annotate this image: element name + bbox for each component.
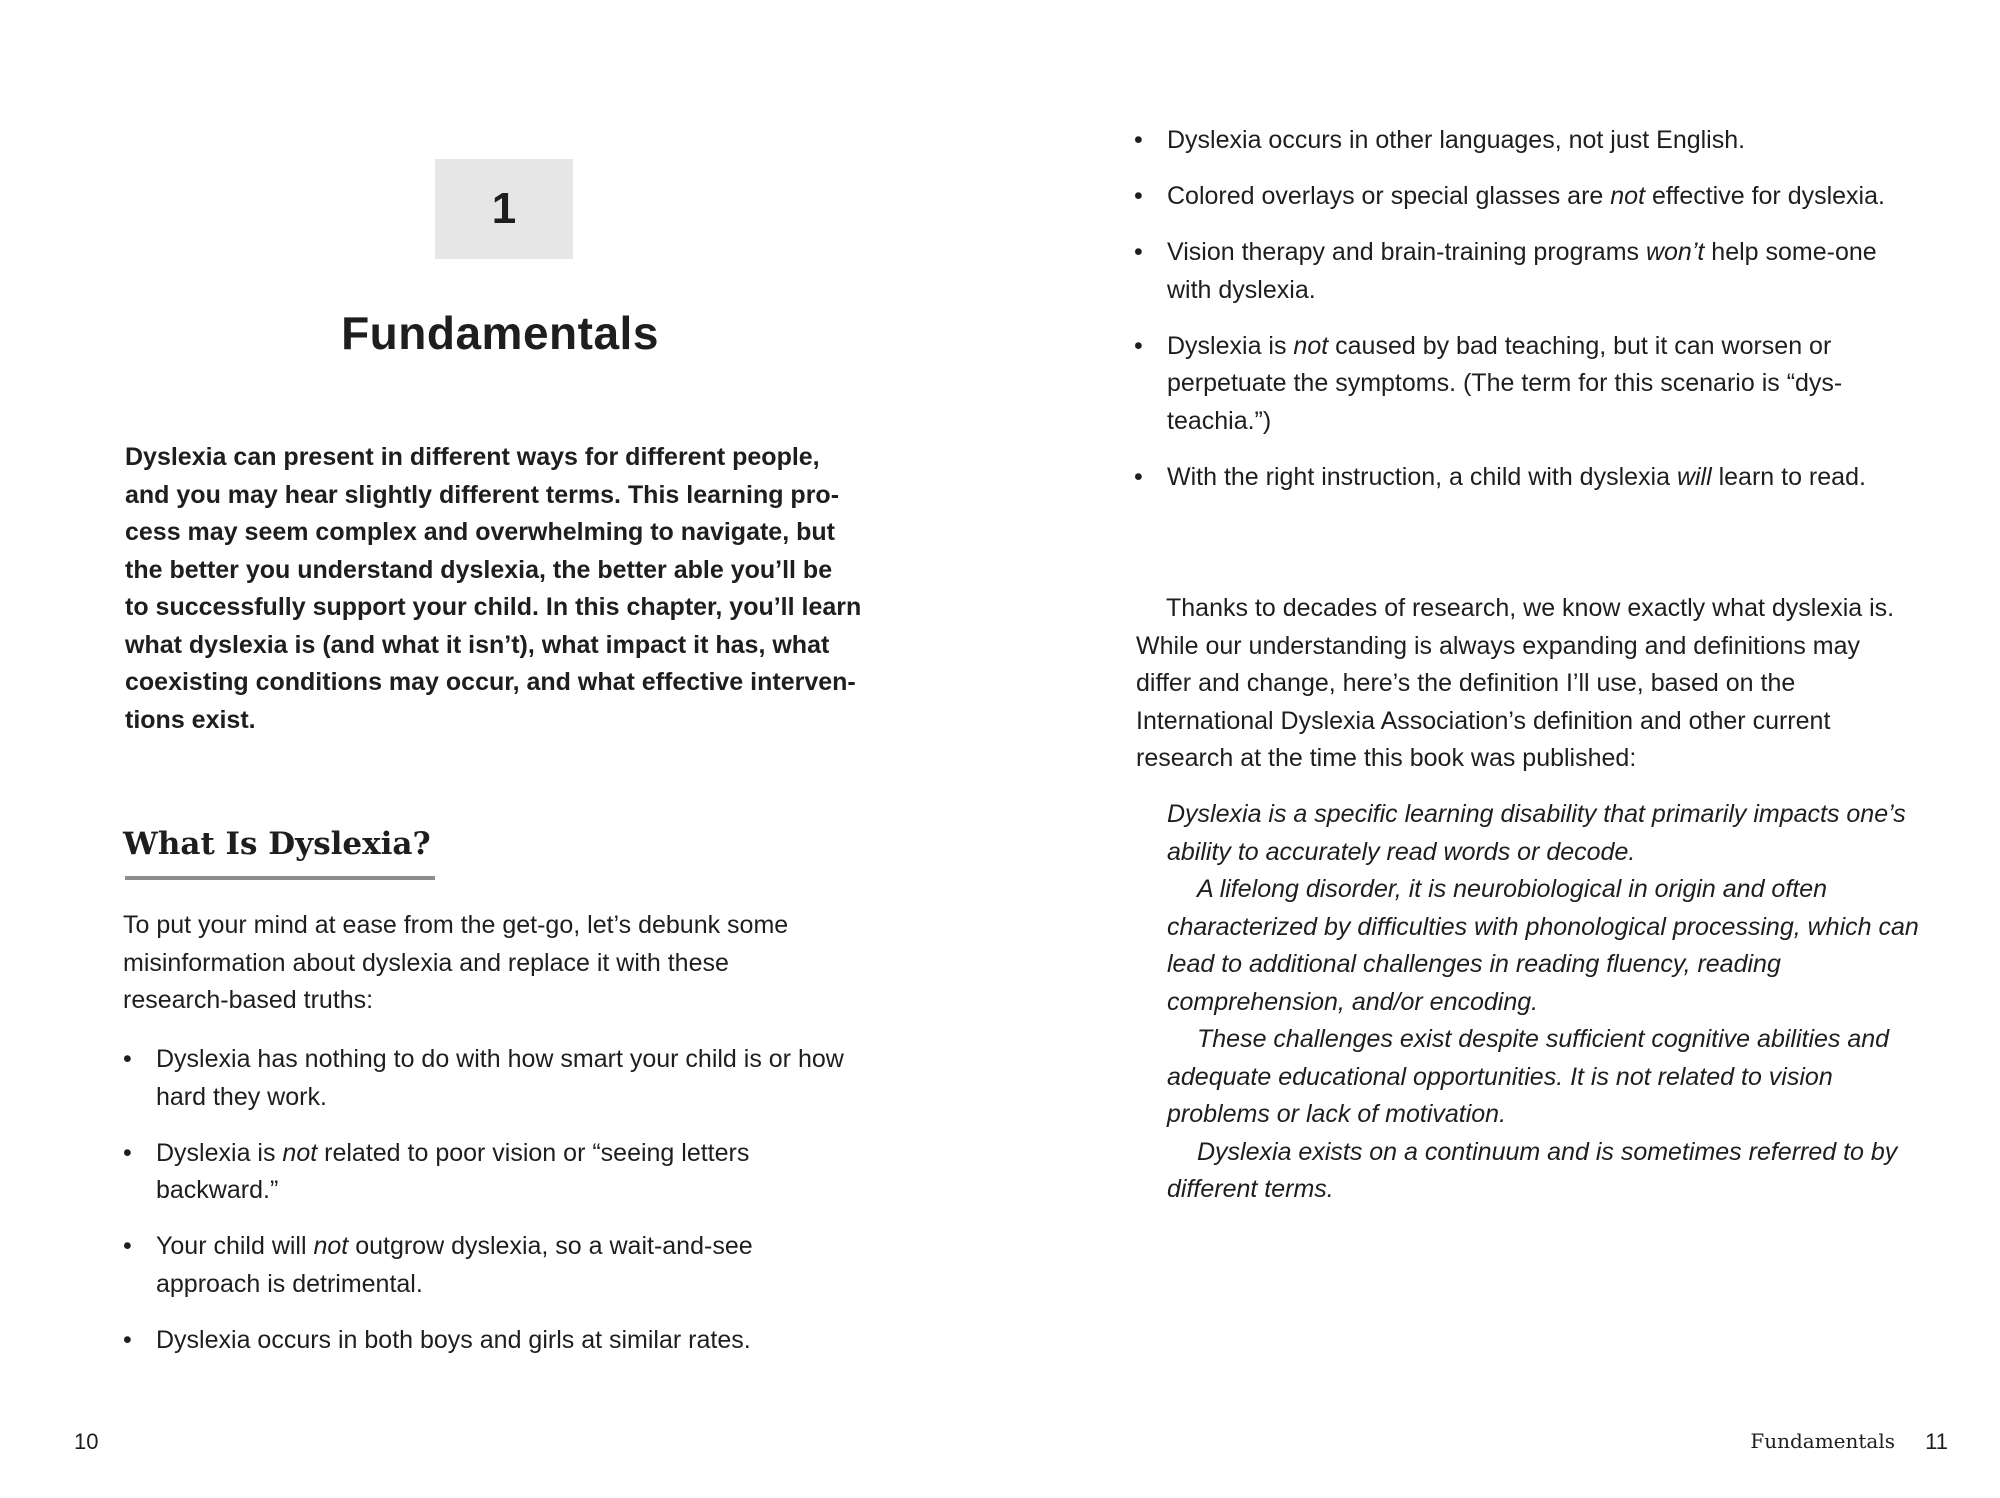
truths-list-left [123,1041,863,1378]
intro-line: what dyslexia is (and what it isn’t), what impact it has, what [125,630,830,659]
definition-paragraph: A lifelong disorder, it is neurobiological in origin and often characterized by difficulties with phonological processing, which can lead to additional challenges in reading fluency, reading comprehension, and/or encoding. [1167,875,1919,1016]
list-item: • Vision therapy and brain-training programs won’t help some-one with dyslexia. [1134,234,1914,309]
list-item: • Dyslexia occurs in other languages, not just English. [1134,122,1914,160]
intro-paragraph [125,439,885,739]
bullet-icon: • [1134,331,1143,360]
bullet-icon: • [123,1138,132,1167]
intro-line: the better you understand dyslexia, the better able you’ll be [125,555,833,584]
list-item: • Dyslexia has nothing to do with how smart your child is or how hard they work. [123,1041,863,1116]
intro-line: cess may seem complex and overwhelming to navigate, but [125,518,835,546]
intro-line: to successfully support your child. In this chapter, you’ll learn [125,593,862,621]
lead-line: misinformation about dyslexia and replace it with these [123,948,729,977]
lead-line: research-based truths: [123,986,374,1014]
heading-underline [125,876,435,880]
intro-line: coexisting conditions may occur, and what effective interven- [125,668,856,696]
bullet-icon: • [123,1325,132,1354]
bullet-icon: • [1134,238,1143,266]
bullet-icon: • [1134,182,1143,210]
bullet-icon: • [123,1232,132,1260]
body-paragraph: Thanks to decades of research, we know exactly what dyslexia is. While our understanding is always expanding and definitions may differ and change, here’s the definition I’ll use, based on the International Dyslexia Association’s definition and other current research at the time this book was published: [1136,594,1895,772]
truths-list-right [1134,122,1914,515]
list-item: • Dyslexia is not related to poor vision or “seeing letters backward.” [123,1135,863,1210]
intro-line: and you may hear slightly different terms. This learning pro- [125,480,840,509]
lead-paragraph [123,907,883,1020]
page-number-left: 10 [74,1429,99,1454]
intro-line: tions exist. [125,705,256,734]
intro-line: Dyslexia can present in different ways for different people, [125,443,820,471]
list-item: • Colored overlays or special glasses are not effective for dyslexia. [1134,178,1914,216]
definition-block [1167,796,1927,1209]
list-item: • With the right instruction, a child with dyslexia will learn to read. [1134,459,1914,497]
bullet-icon: • [1134,462,1143,491]
right-page [1000,0,2000,1498]
definition-paragraph: Dyslexia exists on a continuum and is sometimes referred to by different terms. [1167,1137,1898,1203]
running-head: Fundamentals [1750,1429,1895,1453]
lead-line: To put your mind at ease from the get-go, let’s debunk some [123,911,789,939]
list-item: • Your child will not outgrow dyslexia, so a wait-and-see approach is detrimental. [123,1228,863,1303]
definition-paragraph: These challenges exist despite sufficient cognitive abilities and adequate educational opportunities. It is not related to vision problems or lack of motivation. [1167,1025,1890,1128]
section-heading: What Is Dyslexia? [123,826,431,862]
chapter-number: 1 [491,184,517,233]
bullet-icon: • [123,1045,132,1073]
list-item: • Dyslexia is not caused by bad teaching, but it can worsen or perpetuate the symptoms. (The term for this scenario is “dys-teachia.”) [1134,328,1914,441]
definition-paragraph: Dyslexia is a specific learning disability that primarily impacts one’s ability to accurately read words or decode. [1167,800,1906,866]
bullet-icon: • [1134,126,1143,154]
list-item: • Dyslexia occurs in both boys and girls at similar rates. [123,1322,863,1360]
chapter-title: Fundamentals [341,307,659,359]
chapter-number-box [435,159,573,259]
page-number-right: 11 [1925,1429,1948,1454]
